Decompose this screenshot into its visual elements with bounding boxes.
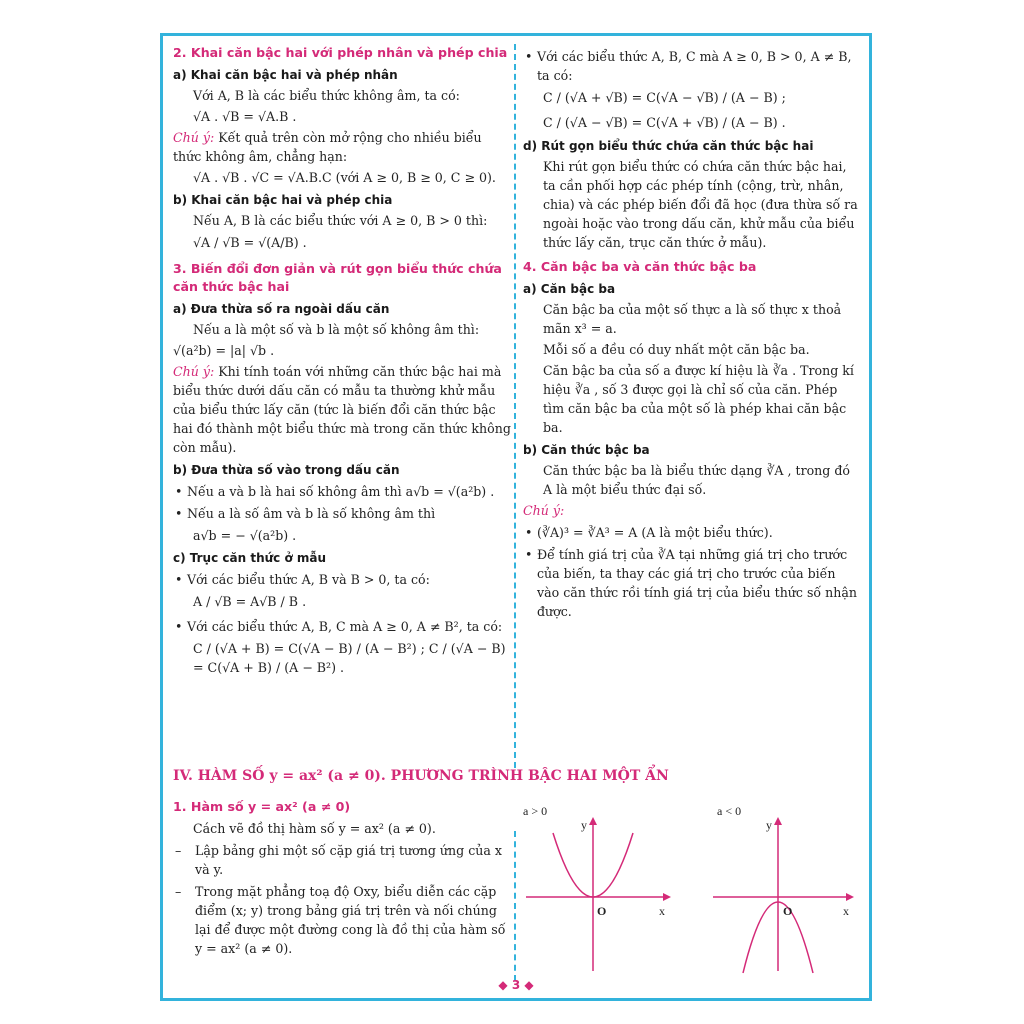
- column-divider: [514, 44, 516, 768]
- s4b-bullet-1: • (∛A)³ = ∛A³ = A (A là một biểu thức).: [523, 523, 861, 542]
- section-2-title: 2. Khai căn bậc hai với phép nhân và phép chia: [173, 45, 508, 60]
- s2a-note: Kết quả trên còn mở rộng cho nhiều biểu thức không âm, chẳng hạn:: [173, 130, 482, 164]
- y-arrow-1: [589, 817, 597, 825]
- x-arrow-1: [663, 893, 671, 901]
- s3c-bullet-1: • Với các biểu thức A, B và B > 0, ta có:: [173, 570, 513, 589]
- iv-1-step-2: – Trong mặt phẳng toạ độ Oxy, biểu diễn các cặp điểm (x; y) trong bảng giá trị trên và nối chúng lại để được một đường cong là đồ thị của hàm số y = ax² (a ≠ 0).: [173, 882, 508, 958]
- section-2a-title: a) Khai căn bậc hai và phép nhân: [173, 68, 398, 82]
- origin-label-1: O: [597, 904, 607, 918]
- cont-formula-1: C / (√A + √B) = C(√A − √B) / (A − B) ;: [543, 90, 786, 105]
- parabola-graphs: [521, 801, 861, 976]
- graph-a-positive-label: a > 0: [523, 804, 548, 818]
- graph-a-positive: [523, 804, 671, 971]
- cont-bullet: • Với các biểu thức A, B, C mà A ≥ 0, B > 0, A ≠ B, ta có:: [523, 47, 861, 85]
- right-column: [523, 44, 861, 624]
- s4a-text-2: Mỗi số a đều có duy nhất một căn bậc ba.: [543, 342, 810, 357]
- section-3a-title: a) Đưa thừa số ra ngoài dấu căn: [173, 302, 390, 316]
- y-label-2: y: [766, 818, 772, 832]
- s3b-bullet-1: • Nếu a và b là hai số không âm thì a√b = √(a²b) .: [173, 482, 513, 501]
- left-column: [173, 44, 513, 683]
- section-3b-title: b) Đưa thừa số vào trong dấu căn: [173, 463, 400, 477]
- section-iv-1-title: 1. Hàm số y = ax² (a ≠ 0): [173, 799, 351, 814]
- graph-a-negative-label: a < 0: [717, 804, 742, 818]
- section-3-title: 3. Biến đổi đơn giản và rút gọn biểu thức chứa căn thức bậc hai: [173, 261, 502, 294]
- s3b-bullet-2: • Nếu a là số âm và b là số không âm thì: [173, 504, 513, 523]
- s3c-bullet-2: • Với các biểu thức A, B, C mà A ≥ 0, A ≠ B², ta có:: [173, 617, 513, 636]
- graph-a-negative: [713, 804, 854, 973]
- s2a-note-label: Chú ý:: [173, 130, 215, 145]
- section-4b-title: b) Căn thức bậc ba: [523, 443, 650, 457]
- s2a-text: Với A, B là các biểu thức không âm, ta có:: [193, 88, 460, 103]
- s4b-note-label: Chú ý:: [523, 503, 565, 518]
- x-arrow-2: [846, 893, 854, 901]
- section-4-title: 4. Căn bậc ba và căn thức bậc ba: [523, 259, 757, 274]
- s4b-text: Căn thức bậc ba là biểu thức dạng ∛A , trong đó A là một biểu thức đại số.: [543, 463, 850, 497]
- cont-formula-2: C / (√A − √B) = C(√A + √B) / (A − B) .: [543, 115, 786, 130]
- s2a-formula-2: √A . √B . √C = √A.B.C (với A ≥ 0, B ≥ 0, C ≥ 0).: [193, 170, 496, 185]
- s3a-formula: √(a²b) = |a| √b .: [173, 343, 275, 358]
- s3a-text: Nếu a là một số và b là một số không âm thì:: [193, 322, 480, 337]
- section-3c-title: c) Trục căn thức ở mẫu: [173, 551, 327, 565]
- s3b-formula: a√b = − √(a²b) .: [193, 528, 297, 543]
- s2b-text: Nếu A, B là các biểu thức với A ≥ 0, B > 0 thì:: [193, 213, 488, 228]
- s2a-formula: √A . √B = √A.B .: [193, 109, 297, 124]
- section-d-title: d) Rút gọn biểu thức chứa căn thức bậc hai: [523, 139, 814, 153]
- column-divider-bottom: [514, 831, 516, 981]
- s3c-formula-2: C / (√A + B) = C(√A − B) / (A − B²) ; C / (√A − B) = C(√A + B) / (A − B²) .: [193, 641, 506, 675]
- s3a-note: Khi tính toán với những căn thức bậc hai mà biểu thức dưới dấu căn có mẫu ta thường khử mẫu của biểu thức lấy căn (tức là biến đổi căn thức bậc hai đó thành một biểu thức mà trong căn thức không còn mẫu).: [173, 364, 511, 455]
- s2b-formula: √A / √B = √(A/B) .: [193, 235, 307, 250]
- section-4a-title: a) Căn bậc ba: [523, 282, 616, 296]
- section-iv-text: [173, 798, 508, 961]
- page-frame: [160, 33, 872, 1001]
- s3a-note-label: Chú ý:: [173, 364, 215, 379]
- y-label-1: y: [581, 818, 587, 832]
- s4a-text-1: Căn bậc ba của một số thực a là số thực x thoả mãn x³ = a.: [543, 302, 842, 336]
- section-iv-title: IV. HÀM SỐ y = ax² (a ≠ 0). PHƯƠNG TRÌNH BẬC HAI MỘT ẨN: [173, 768, 669, 784]
- origin-label-2: O: [783, 904, 793, 918]
- graphs-svg: [521, 801, 861, 976]
- d-text: Khi rút gọn biểu thức có chứa căn thức bậc hai, ta cần phối hợp các phép tính (cộng, trừ, nhân, chia) và các phép biến đổi đã học (đưa thừa số ra ngoài hoặc vào trong dấu căn, khử mẫu của biểu thức lấy căn, trục căn thức ở mẫu).: [543, 159, 858, 250]
- x-label-1: x: [659, 904, 665, 918]
- section-2b-title: b) Khai căn bậc hai và phép chia: [173, 193, 393, 207]
- s3c-formula-1: A / √B = A√B / B .: [193, 594, 307, 609]
- x-label-2: x: [843, 904, 849, 918]
- iv-1-text: Cách vẽ đồ thị hàm số y = ax² (a ≠ 0).: [193, 821, 436, 836]
- page-number: ◆ 3 ◆: [498, 978, 534, 992]
- s4b-bullet-2: • Để tính giá trị của ∛A tại những giá trị cho trước của biến, ta thay các giá trị cho trước của biến vào căn thức rồi tính giá trị của biểu thức số nhận được.: [523, 545, 861, 621]
- y-arrow-2: [774, 817, 782, 825]
- s4a-text-3: Căn bậc ba của số a được kí hiệu là ∛a . Trong kí hiệu ∛a , số 3 được gọi là chỉ số của căn. Phép tìm căn bậc ba của một số là phép khai căn bậc ba.: [543, 363, 854, 435]
- iv-1-step-1: – Lập bảng ghi một số cặp giá trị tương ứng của x và y.: [173, 841, 508, 879]
